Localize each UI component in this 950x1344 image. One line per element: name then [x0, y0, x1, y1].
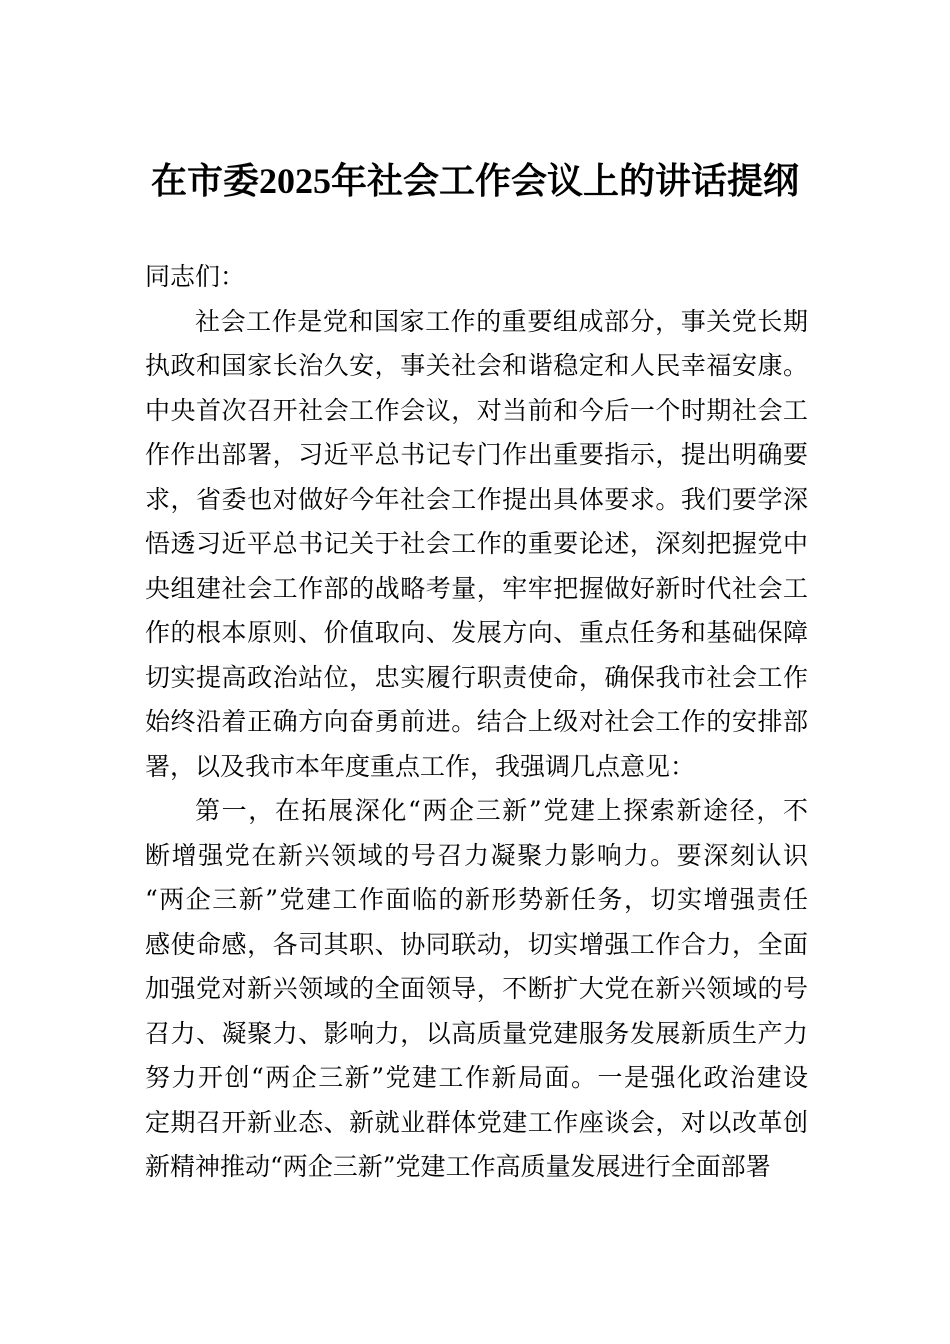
text-line: 第一，在拓展深化“两企三新”党建上探索新途径，不 — [195, 796, 808, 825]
text-line: 召力、凝聚力、影响力，以高质量党建服务发展新质生产力 — [145, 1018, 808, 1048]
text-line: 作作出部署，习近平总书记专门作出重要指示，提出明确要 — [145, 440, 808, 469]
text-line: 始终沿着正确方向奋勇前进。结合上级对社会工作的安排部 — [145, 707, 808, 736]
salutation-line: 同志们： — [145, 262, 246, 291]
text-line: 社会工作是党和国家工作的重要组成部分，事关党长期 — [195, 306, 808, 336]
text-line: 感使命感，各司其职、协同联动，切实增强工作合力，全面 — [145, 929, 808, 959]
text-line: 定期召开新业态、新就业群体党建工作座谈会，对以改革创 — [145, 1107, 808, 1137]
paragraph — [145, 789, 808, 1190]
text-line: 求，省委也对做好今年社会工作提出具体要求。我们要学深 — [145, 484, 808, 514]
text-line: 央组建社会工作部的战略考量，牢牢把握做好新时代社会工 — [145, 573, 808, 603]
text-line: 执政和国家长治久安，事关社会和谐稳定和人民幸福安康。 — [145, 351, 808, 380]
text-line: “两企三新”党建工作面临的新形势新任务，切实增强责任 — [145, 885, 808, 914]
text-line: 加强党对新兴领域的全面领导，不断扩大党在新兴领域的号 — [145, 974, 808, 1003]
text-line: 新精神推动“两企三新”党建工作高质量发展进行全面部署 — [145, 1152, 771, 1181]
text-line: 中央首次召开社会工作会议，对当前和今后一个时期社会工 — [145, 395, 808, 425]
paragraph — [145, 300, 808, 790]
text-line: 悟透习近平总书记关于社会工作的重要论述，深刻把握党中 — [145, 529, 808, 558]
text-line: 署，以及我市本年度重点工作，我强调几点意见： — [145, 751, 696, 781]
document-title: 在市委2025年社会工作会议上的讲话提纲 — [150, 161, 799, 201]
text-line: 作的根本原则、价值取向、发展方向、重点任务和基础保障 — [145, 618, 808, 647]
document-body — [145, 255, 808, 1190]
text-line: 断增强党在新兴领域的号召力凝聚力影响力。要深刻认识 — [145, 840, 808, 870]
text-line: 努力开创“两企三新”党建工作新局面。一是强化政治建设 — [145, 1063, 808, 1092]
text-line: 切实提高政治站位，忠实履行职责使命，确保我市社会工作 — [145, 662, 808, 692]
